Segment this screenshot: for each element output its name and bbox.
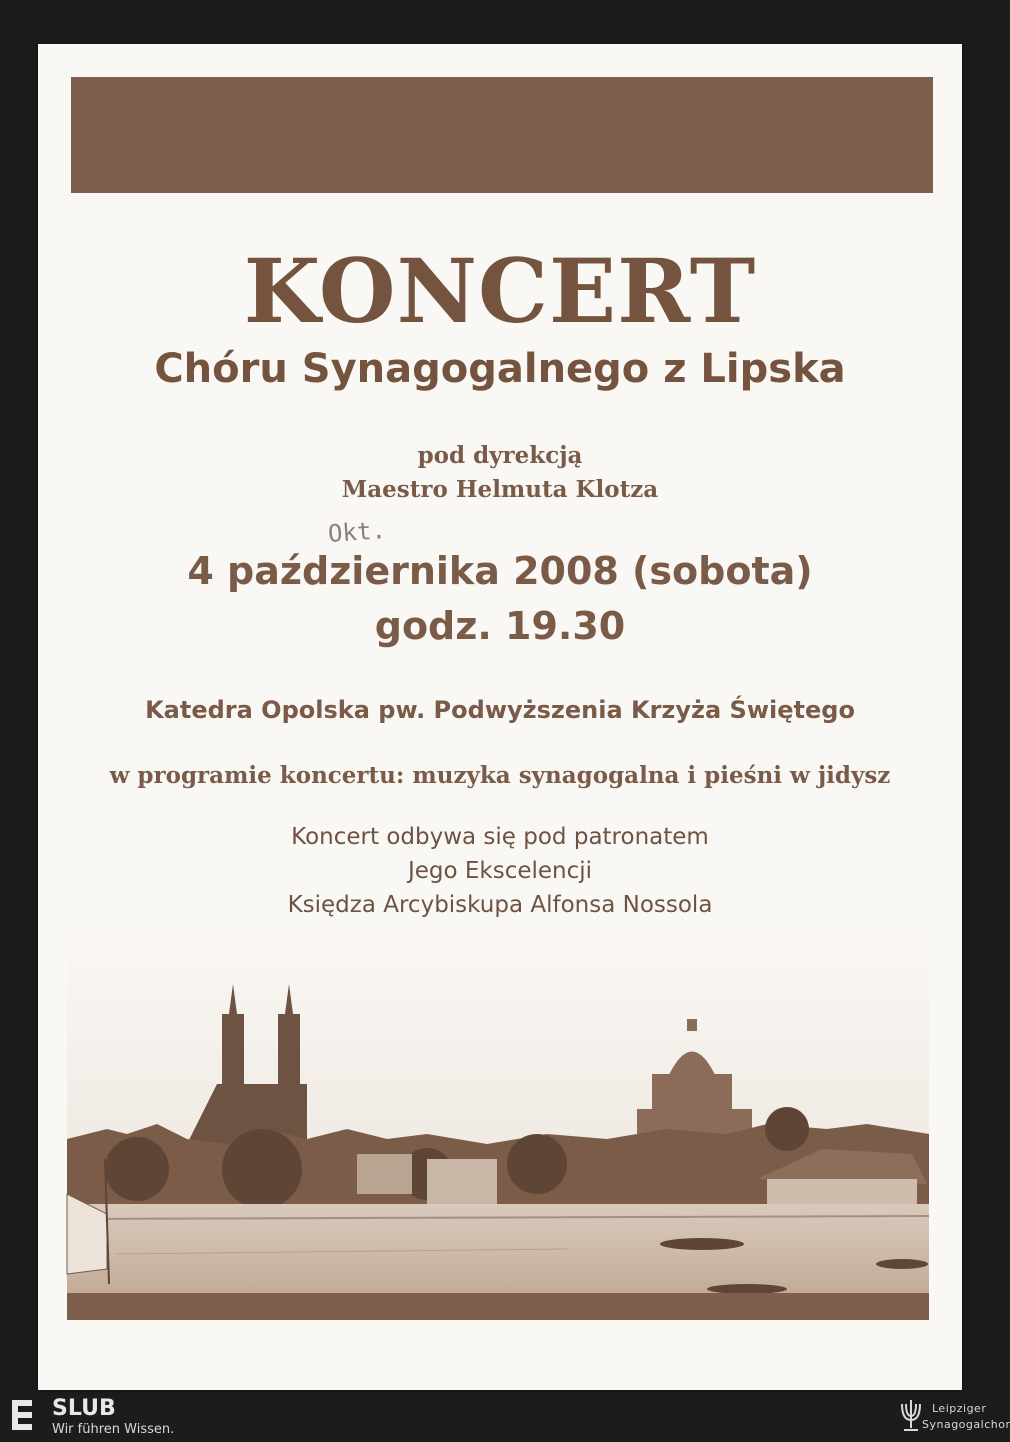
poster-subtitle: Chóru Synagogalnego z Lipska xyxy=(154,346,846,392)
concert-time: godz. 19.30 xyxy=(374,604,626,648)
handwritten-note: Okt. xyxy=(327,516,387,548)
patronage-line-2: Jego Ekscelencji xyxy=(407,858,593,884)
patronage-line-3: Księdza Arcybiskupa Alfonsa Nossola xyxy=(287,892,713,918)
partner-line-2: Synagogalchor xyxy=(922,1418,1010,1431)
concert-program: w programie koncertu: muzyka synagogalna i pieśni w jidysz xyxy=(109,762,891,789)
concert-date: 4 października 2008 (sobota) xyxy=(187,549,813,593)
partner-line-1: Leipziger xyxy=(932,1402,987,1415)
city-panorama-image xyxy=(67,924,929,1294)
concert-venue: Katedra Opolska pw. Podwyższenia Krzyża Świętego xyxy=(145,696,855,724)
slub-name: SLUB xyxy=(52,1396,116,1421)
archive-footer xyxy=(0,1390,1010,1442)
slub-logo-icon xyxy=(12,1400,38,1430)
bottom-color-band xyxy=(67,1293,929,1320)
menorah-icon xyxy=(898,1394,924,1434)
poster-title: KONCERT xyxy=(243,239,757,343)
patronage-line-1: Koncert odbywa się pod patronatem xyxy=(291,824,709,850)
top-color-band xyxy=(71,77,933,193)
direction-line-2: Maestro Helmuta Klotza xyxy=(341,476,659,503)
direction-line-1: pod dyrekcją xyxy=(417,442,583,469)
slub-tagline: Wir führen Wissen. xyxy=(52,1422,175,1437)
poster-sheet xyxy=(38,44,962,1390)
